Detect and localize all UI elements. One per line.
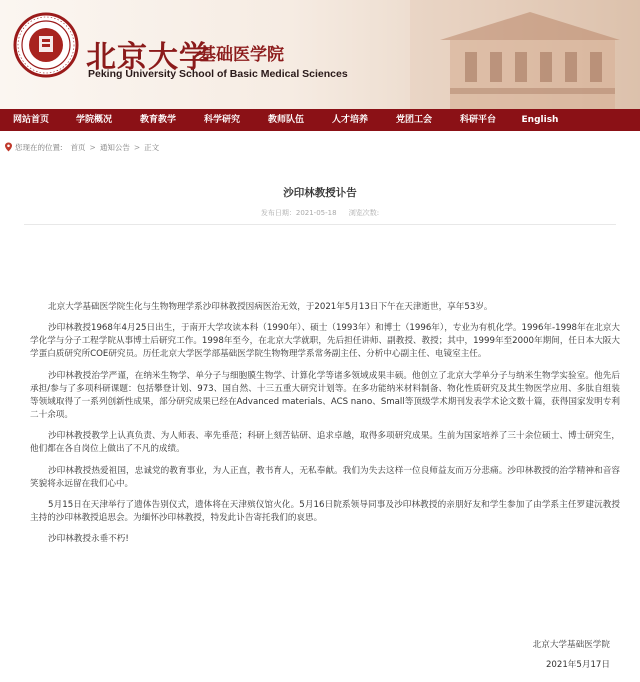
school-name-cn: 基础医学院 xyxy=(199,45,284,65)
article-paragraph: 沙印林教授热爱祖国，忠诚党的教育事业，为人正直，教书育人，无私奉献。我们为失去这样一位良师益友而万分悲痛。沙印林教授的治学精神和音容笑貌将永远留在我们心中。 xyxy=(30,465,620,489)
nav-item-faculty[interactable]: 教师队伍 xyxy=(267,115,304,125)
header-building-image xyxy=(410,0,640,109)
location-pin-icon xyxy=(4,142,13,152)
signature-org: 北京大学基础医学院 xyxy=(532,640,610,650)
site-header xyxy=(0,0,640,109)
breadcrumb-separator: > xyxy=(89,142,96,152)
title-divider xyxy=(24,224,616,225)
nav-item-platform[interactable]: 科研平台 xyxy=(459,115,496,125)
breadcrumb-separator: > xyxy=(133,142,141,152)
nav-item-about[interactable]: 学院概况 xyxy=(75,115,112,125)
breadcrumb-prefix: 您现在的位置: xyxy=(15,142,63,152)
brand-name-cn: 北京大学 xyxy=(86,40,210,75)
article-paragraph: 北京大学基础医学院生化与生物物理学系沙印林教授因病医治无效，于2021年5月13日下午在天津逝世，享年53岁。 xyxy=(48,302,493,312)
article-paragraph: 沙印林教授永垂不朽! xyxy=(48,534,129,545)
breadcrumb-current: 正文 xyxy=(144,142,160,152)
main-nav xyxy=(0,109,640,131)
publish-date: 发布日期：2021-05-18 xyxy=(260,209,337,217)
breadcrumb-notices-link[interactable]: 通知公告 xyxy=(99,142,130,152)
article-paragraph: 沙印林教授1968年4月25日出生，于南开大学攻读本科（1990年）、硕士（1993年）和博士（1996年），专业为有机化学。1996年-1998年在北京大学化学与分子工程学院从事博士后研究工作。1998年至今，在北京大学就职，先后担任讲师、副教授、教授；其中，1999年至2000年期间，任日本大阪大学蛋白质研究所COE研究员。历任北京大学医学部基础医学院生物物理学系常务副主任、分析中心副主任、电镜室主任。 xyxy=(30,323,620,360)
article-paragraph: 沙印林教授教学上认真负责、为人师表、率先垂范；科研上刻苦钻研、追求卓越，取得多项研究成果。生前为国家培养了三十余位硕士、博士研究生，他们都在各自岗位上做出了不凡的成绩。 xyxy=(30,431,620,455)
nav-item-home[interactable]: 网站首页 xyxy=(12,115,49,125)
article-body xyxy=(30,301,620,555)
article-meta xyxy=(0,208,640,218)
university-seal-logo[interactable] xyxy=(13,12,79,78)
nav-item-education[interactable]: 教育教学 xyxy=(139,115,176,125)
nav-item-research[interactable]: 科学研究 xyxy=(203,115,240,125)
article-paragraph: 5月15日在天津举行了遗体告别仪式，遗体将在天津殡仪馆火化。5月16日院系领导同事及沙印林教授的亲朋好友和学生参加了由学系主任罗建沅教授主持的沙印林教授追思会。为缅怀沙印林教授，特发此讣告寄托我们的哀思。 xyxy=(30,500,620,524)
breadcrumb xyxy=(4,141,159,153)
breadcrumb-home-link[interactable]: 首页 xyxy=(70,142,86,152)
view-count: 浏览次数: xyxy=(348,209,380,217)
nav-item-party[interactable]: 党团工会 xyxy=(395,115,432,125)
nav-item-talent[interactable]: 人才培养 xyxy=(331,115,368,125)
nav-item-english[interactable]: English xyxy=(521,115,559,125)
school-name-en: Peking University School of Basic Medical Sciences xyxy=(88,68,348,80)
signature-date: 2021年5月17日 xyxy=(545,660,610,670)
article-paragraph: 沙印林教授治学严谨，在纳米生物学、单分子与细胞膜生物学、计算化学等诸多领域成果丰硕。他创立了北京大学单分子与纳米生物学实验室。他先后承担/参与了多项科研课题：包括攀登计划、973、国自然、十三五重大研究计划等。在多功能纳米材料制备、物化性质研究及其生物医学应用、多肽自组装等领域取得了一系列创新性成果，部分研究成果已经在Advanced materials、ACS nano、Small等顶级学术期刊发表学术论文数十篇，获得国家发明专利二十余项。 xyxy=(30,370,620,421)
article-title: 沙印林教授讣告 xyxy=(283,187,357,199)
